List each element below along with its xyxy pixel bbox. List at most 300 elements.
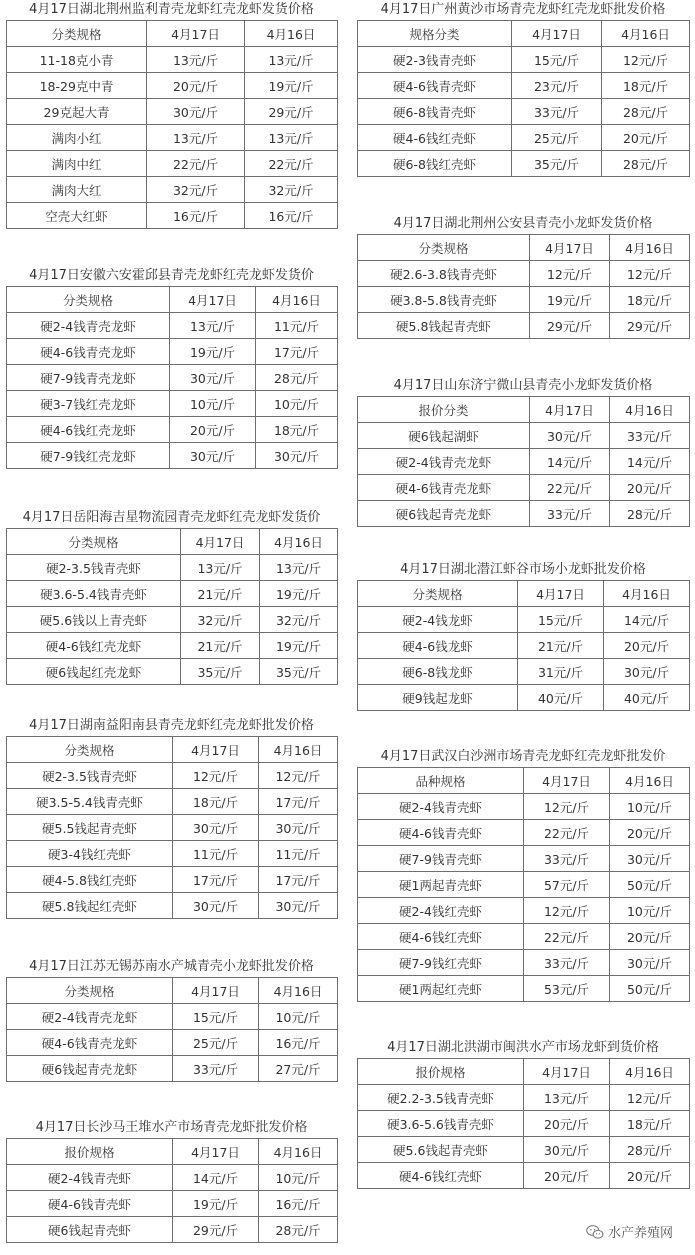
- price-cell: 11元/斤: [256, 313, 338, 339]
- spec-cell: 满肉大红: [7, 177, 147, 203]
- price-cell: 50元/斤: [610, 976, 690, 1002]
- table-row: [7, 555, 338, 581]
- spec-cell: 硬2-3钱青壳虾: [358, 47, 512, 73]
- price-cell: 20元/斤: [610, 1163, 690, 1189]
- table-header-row: [7, 287, 338, 313]
- table-row: [7, 1191, 338, 1217]
- price-cell: 30元/斤: [256, 443, 338, 469]
- header-cell: 4月17日: [530, 235, 610, 261]
- header-cell: 4月16日: [259, 1139, 338, 1165]
- table-row: [358, 287, 690, 313]
- table-row: [358, 633, 690, 659]
- price-cell: 19元/斤: [170, 339, 256, 365]
- spec-cell: 硬2.2-3.5钱青壳虾: [358, 1085, 524, 1111]
- spec-cell: 硬2-3.5钱青壳虾: [7, 555, 181, 581]
- table-row: [358, 73, 690, 99]
- table-title: 4月17日山东济宁微山县青壳小龙虾发货价格: [393, 378, 653, 393]
- spec-cell: 满肉小红: [7, 125, 147, 151]
- table-header-row: [358, 768, 690, 794]
- spec-cell: 硬4-6钱青壳虾: [7, 1191, 173, 1217]
- table-row: [7, 633, 338, 659]
- spec-cell: 硬2-4钱青壳虾: [7, 1165, 173, 1191]
- table-row: [7, 125, 338, 151]
- spec-cell: 硬5.5钱起青壳虾: [7, 815, 173, 841]
- price-table-block: [357, 0, 689, 177]
- table-row: [7, 1004, 338, 1030]
- price-cell: 12元/斤: [530, 261, 610, 287]
- table-title: 4月17日岳阳海吉星物流园青壳龙虾红壳龙虾发货价: [22, 510, 321, 525]
- spec-cell: 18-29克中青: [7, 73, 147, 99]
- spec-cell: 硬7-9钱青壳虾: [358, 846, 524, 872]
- table-row: [7, 99, 338, 125]
- price-cell: 14元/斤: [530, 449, 610, 475]
- table-row: [7, 607, 338, 633]
- header-cell: 分类规格: [7, 737, 173, 763]
- table-row: [7, 73, 338, 99]
- header-cell: 4月17日: [512, 21, 602, 47]
- spec-cell: 硬4-6钱红壳虾: [358, 1163, 524, 1189]
- price-cell: 35元/斤: [260, 659, 338, 685]
- price-cell: 53元/斤: [524, 976, 610, 1002]
- price-cell: 28元/斤: [259, 1217, 338, 1243]
- header-cell: 4月16日: [260, 529, 338, 555]
- spec-cell: 硬6-8钱青壳虾: [358, 99, 512, 125]
- table-header-row: [7, 737, 338, 763]
- price-cell: 28元/斤: [610, 1137, 690, 1163]
- price-table-block: [6, 957, 337, 1082]
- price-table: [357, 396, 690, 527]
- price-cell: 33元/斤: [530, 501, 610, 527]
- spec-cell: 硬4-6钱青壳龙虾: [358, 475, 530, 501]
- table-row: [358, 423, 690, 449]
- price-table: [6, 528, 338, 685]
- price-cell: 13元/斤: [181, 555, 260, 581]
- price-cell: 28元/斤: [256, 365, 338, 391]
- price-cell: 20元/斤: [524, 1111, 610, 1137]
- header-cell: 分类规格: [7, 978, 173, 1004]
- price-cell: 30元/斤: [170, 365, 256, 391]
- price-cell: 20元/斤: [524, 1163, 610, 1189]
- watermark: [586, 1222, 673, 1241]
- price-cell: 29元/斤: [173, 1217, 259, 1243]
- header-cell: 4月17日: [173, 1139, 259, 1165]
- price-table-block: [357, 376, 689, 527]
- table-row: [7, 47, 338, 73]
- price-table-block: [6, 0, 337, 229]
- spec-cell: 硬3-7钱红壳龙虾: [7, 391, 170, 417]
- price-cell: 21元/斤: [181, 581, 260, 607]
- spec-cell: 硬3.5-5.4钱青壳虾: [7, 789, 173, 815]
- spec-cell: 硬4-6钱青壳龙虾: [7, 1030, 173, 1056]
- price-cell: 22元/斤: [524, 820, 610, 846]
- header-cell: 4月16日: [610, 1059, 690, 1085]
- header-cell: 4月17日: [181, 529, 260, 555]
- table-row: [358, 501, 690, 527]
- price-table: [357, 234, 690, 339]
- table-row: [7, 1217, 338, 1243]
- header-cell: 4月16日: [610, 235, 690, 261]
- price-cell: 19元/斤: [260, 633, 338, 659]
- table-header-row: [7, 21, 338, 47]
- price-table: [6, 20, 338, 229]
- price-cell: 30元/斤: [173, 815, 259, 841]
- price-cell: 12元/斤: [610, 1085, 690, 1111]
- price-table-block: [357, 560, 689, 711]
- price-cell: 21元/斤: [181, 633, 260, 659]
- spec-cell: 硬3.6-5.4钱青壳虾: [7, 581, 181, 607]
- header-cell: 规格分类: [358, 21, 512, 47]
- price-cell: 13元/斤: [147, 125, 245, 151]
- price-cell: 27元/斤: [259, 1056, 338, 1082]
- price-table-block: [357, 1038, 689, 1189]
- spec-cell: 硬2-3.5钱青壳虾: [7, 763, 173, 789]
- header-cell: 分类规格: [7, 287, 170, 313]
- price-cell: 15元/斤: [173, 1004, 259, 1030]
- price-cell: 12元/斤: [173, 763, 259, 789]
- price-cell: 11元/斤: [173, 841, 259, 867]
- price-cell: 15元/斤: [512, 47, 602, 73]
- price-cell: 20元/斤: [170, 417, 256, 443]
- table-row: [7, 339, 338, 365]
- table-row: [358, 1085, 690, 1111]
- price-cell: 20元/斤: [147, 73, 245, 99]
- price-table: [357, 767, 690, 1002]
- price-cell: 50元/斤: [610, 872, 690, 898]
- spec-cell: 硬4-6钱红壳龙虾: [7, 417, 170, 443]
- price-cell: 35元/斤: [512, 151, 602, 177]
- price-cell: 28元/斤: [610, 501, 690, 527]
- price-table-block: [6, 1118, 337, 1243]
- table-row: [7, 365, 338, 391]
- price-cell: 33元/斤: [512, 99, 602, 125]
- spec-cell: 硬2-4钱青壳龙虾: [358, 449, 530, 475]
- price-cell: 13元/斤: [245, 47, 338, 73]
- price-cell: 30元/斤: [173, 893, 259, 919]
- header-cell: 4月17日: [147, 21, 245, 47]
- price-cell: 14元/斤: [610, 449, 690, 475]
- table-row: [7, 203, 338, 229]
- table-title: 4月17日湖北洪湖市闽洪水产市场龙虾到货价格: [387, 1040, 659, 1055]
- header-cell: 4月16日: [245, 21, 338, 47]
- price-cell: 19元/斤: [245, 73, 338, 99]
- wechat-icon: [586, 1224, 604, 1240]
- price-cell: 19元/斤: [530, 287, 610, 313]
- table-header-row: [358, 235, 690, 261]
- price-cell: 33元/斤: [524, 950, 610, 976]
- price-cell: 18元/斤: [610, 1111, 690, 1137]
- spec-cell: 硬4-6钱青壳虾: [358, 820, 524, 846]
- table-header-row: [358, 21, 690, 47]
- price-table: [6, 977, 338, 1082]
- spec-cell: 空壳大红虾: [7, 203, 147, 229]
- table-title: 4月17日江苏无锡苏南水产城青壳小龙虾批发价格: [29, 959, 314, 974]
- table-row: [358, 976, 690, 1002]
- watermark-text: 水产养殖网: [607, 1226, 673, 1241]
- table-title: 4月17日武汉白沙洲市场青壳龙虾红壳龙虾批发价: [380, 749, 666, 764]
- price-cell: 10元/斤: [610, 794, 690, 820]
- header-cell: 4月16日: [610, 768, 690, 794]
- table-row: [7, 1056, 338, 1082]
- price-cell: 10元/斤: [170, 391, 256, 417]
- spec-cell: 硬4-6钱青壳虾: [358, 73, 512, 99]
- table-row: [358, 475, 690, 501]
- table-row: [358, 685, 690, 711]
- spec-cell: 硬6钱起红壳龙虾: [7, 659, 181, 685]
- price-cell: 40元/斤: [604, 685, 690, 711]
- price-cell: 35元/斤: [181, 659, 260, 685]
- price-cell: 12元/斤: [524, 898, 610, 924]
- price-cell: 30元/斤: [610, 846, 690, 872]
- price-cell: 16元/斤: [147, 203, 245, 229]
- header-cell: 4月17日: [173, 737, 259, 763]
- spec-cell: 硬7-9钱红壳虾: [358, 950, 524, 976]
- spec-cell: 硬2-4钱青壳虾: [358, 794, 524, 820]
- table-title: 4月17日广州黄沙市场青壳龙虾红壳龙虾批发价格: [380, 2, 666, 17]
- table-row: [358, 1137, 690, 1163]
- header-cell: 分类规格: [358, 235, 530, 261]
- table-row: [358, 1111, 690, 1137]
- table-title: 4月17日湖北潜江虾谷市场小龙虾批发价格: [400, 562, 646, 577]
- header-cell: 报价分类: [358, 397, 530, 423]
- spec-cell: 硬7-9钱红壳龙虾: [7, 443, 170, 469]
- price-cell: 32元/斤: [181, 607, 260, 633]
- price-cell: 18元/斤: [602, 73, 690, 99]
- price-cell: 29元/斤: [610, 313, 690, 339]
- price-cell: 10元/斤: [259, 1165, 338, 1191]
- header-cell: 报价规格: [7, 1139, 173, 1165]
- table-header-row: [7, 1139, 338, 1165]
- price-cell: 23元/斤: [512, 73, 602, 99]
- price-table-block: [357, 214, 689, 339]
- spec-cell: 硬2-4钱红壳虾: [358, 898, 524, 924]
- table-row: [358, 313, 690, 339]
- price-cell: 13元/斤: [170, 313, 256, 339]
- price-table: [6, 1138, 338, 1243]
- price-cell: 57元/斤: [524, 872, 610, 898]
- spec-cell: 硬2-4钱龙虾: [358, 607, 518, 633]
- table-title: 4月17日湖北荆州监利青壳龙虾红壳龙虾发货价格: [29, 2, 314, 17]
- price-table-block: [6, 508, 337, 685]
- header-cell: 品种规格: [358, 768, 524, 794]
- spec-cell: 硬5.6钱起青壳虾: [358, 1137, 524, 1163]
- price-cell: 33元/斤: [610, 423, 690, 449]
- header-cell: 4月16日: [604, 581, 690, 607]
- price-cell: 20元/斤: [610, 475, 690, 501]
- price-cell: 30元/斤: [524, 1137, 610, 1163]
- price-cell: 25元/斤: [512, 125, 602, 151]
- table-title: 4月17日安徽六安霍邱县青壳龙虾红壳龙虾发货价: [29, 268, 314, 283]
- price-cell: 10元/斤: [259, 1004, 338, 1030]
- price-cell: 13元/斤: [245, 125, 338, 151]
- header-cell: 4月16日: [259, 978, 338, 1004]
- price-cell: 28元/斤: [602, 99, 690, 125]
- spec-cell: 硬3.6-5.6钱青壳虾: [358, 1111, 524, 1137]
- price-cell: 18元/斤: [256, 417, 338, 443]
- price-cell: 31元/斤: [518, 659, 604, 685]
- spec-cell: 硬5.6钱以上青壳虾: [7, 607, 181, 633]
- price-cell: 22元/斤: [245, 151, 338, 177]
- price-cell: 17元/斤: [173, 867, 259, 893]
- price-cell: 16元/斤: [245, 203, 338, 229]
- table-row: [7, 417, 338, 443]
- table-row: [7, 313, 338, 339]
- spec-cell: 满肉中红: [7, 151, 147, 177]
- price-cell: 10元/斤: [256, 391, 338, 417]
- price-table: [357, 580, 690, 711]
- header-cell: 4月16日: [256, 287, 338, 313]
- price-cell: 29元/斤: [245, 99, 338, 125]
- table-row: [7, 177, 338, 203]
- price-cell: 25元/斤: [173, 1030, 259, 1056]
- header-cell: 4月17日: [518, 581, 604, 607]
- table-row: [7, 151, 338, 177]
- table-header-row: [358, 397, 690, 423]
- price-cell: 18元/斤: [610, 287, 690, 313]
- price-cell: 12元/斤: [524, 794, 610, 820]
- price-cell: 33元/斤: [173, 1056, 259, 1082]
- header-cell: 分类规格: [7, 21, 147, 47]
- spec-cell: 硬3.8-5.8钱青壳虾: [358, 287, 530, 313]
- spec-cell: 硬9钱起龙虾: [358, 685, 518, 711]
- spec-cell: 硬2.6-3.8钱青壳虾: [358, 261, 530, 287]
- table-row: [7, 815, 338, 841]
- header-cell: 4月16日: [259, 737, 338, 763]
- price-cell: 14元/斤: [604, 607, 690, 633]
- spec-cell: 硬1两起青壳虾: [358, 872, 524, 898]
- price-cell: 30元/斤: [259, 815, 338, 841]
- price-cell: 22元/斤: [524, 924, 610, 950]
- table-row: [358, 449, 690, 475]
- spec-cell: 硬6钱起青壳龙虾: [7, 1056, 173, 1082]
- table-row: [358, 151, 690, 177]
- price-cell: 33元/斤: [524, 846, 610, 872]
- price-cell: 20元/斤: [602, 125, 690, 151]
- table-row: [358, 898, 690, 924]
- price-cell: 22元/斤: [530, 475, 610, 501]
- price-table-block: [6, 266, 337, 469]
- price-cell: 30元/斤: [610, 950, 690, 976]
- header-cell: 4月16日: [602, 21, 690, 47]
- table-row: [358, 47, 690, 73]
- price-cell: 12元/斤: [602, 47, 690, 73]
- spec-cell: 29克起大青: [7, 99, 147, 125]
- table-row: [7, 1030, 338, 1056]
- price-cell: 40元/斤: [518, 685, 604, 711]
- spec-cell: 硬4-6钱红壳虾: [358, 125, 512, 151]
- price-cell: 16元/斤: [259, 1030, 338, 1056]
- table-header-row: [7, 529, 338, 555]
- spec-cell: 硬6钱起青壳虾: [7, 1217, 173, 1243]
- header-cell: 4月17日: [524, 768, 610, 794]
- spec-cell: 硬4-6钱红壳虾: [358, 924, 524, 950]
- table-row: [7, 1165, 338, 1191]
- price-cell: 20元/斤: [610, 820, 690, 846]
- price-cell: 20元/斤: [610, 924, 690, 950]
- table-row: [7, 659, 338, 685]
- price-cell: 10元/斤: [610, 898, 690, 924]
- price-cell: 17元/斤: [256, 339, 338, 365]
- table-row: [358, 924, 690, 950]
- spec-cell: 硬5.8钱起青壳虾: [358, 313, 530, 339]
- header-cell: 分类规格: [358, 581, 518, 607]
- price-cell: 30元/斤: [170, 443, 256, 469]
- spec-cell: 硬5.8钱起红壳虾: [7, 893, 173, 919]
- header-cell: 4月17日: [173, 978, 259, 1004]
- price-cell: 30元/斤: [604, 659, 690, 685]
- price-cell: 14元/斤: [173, 1165, 259, 1191]
- table-row: [7, 893, 338, 919]
- table-title: 4月17日湖北荆州公安县青壳小龙虾发货价格: [393, 216, 653, 231]
- price-cell: 32元/斤: [147, 177, 245, 203]
- price-cell: 30元/斤: [259, 893, 338, 919]
- price-cell: 12元/斤: [259, 763, 338, 789]
- price-cell: 20元/斤: [604, 633, 690, 659]
- price-table-block: [6, 716, 337, 919]
- table-row: [358, 125, 690, 151]
- spec-cell: 硬6-8钱龙虾: [358, 659, 518, 685]
- price-cell: 17元/斤: [259, 867, 338, 893]
- table-row: [358, 872, 690, 898]
- table-header-row: [358, 1059, 690, 1085]
- price-cell: 18元/斤: [173, 789, 259, 815]
- price-table: [6, 286, 338, 469]
- spec-cell: 硬4-5.8钱红壳虾: [7, 867, 173, 893]
- price-cell: 32元/斤: [260, 607, 338, 633]
- spec-cell: 硬6钱起青壳龙虾: [358, 501, 530, 527]
- table-row: [7, 391, 338, 417]
- price-cell: 15元/斤: [518, 607, 604, 633]
- table-row: [358, 261, 690, 287]
- table-row: [358, 794, 690, 820]
- price-cell: 13元/斤: [147, 47, 245, 73]
- table-header-row: [358, 581, 690, 607]
- table-row: [7, 581, 338, 607]
- table-title: 4月17日湖南益阳南县青壳龙虾红壳龙虾批发价格: [29, 718, 314, 733]
- price-cell: 19元/斤: [260, 581, 338, 607]
- header-cell: 4月17日: [524, 1059, 610, 1085]
- table-row: [358, 607, 690, 633]
- table-row: [358, 846, 690, 872]
- price-cell: 30元/斤: [530, 423, 610, 449]
- price-cell: 28元/斤: [602, 151, 690, 177]
- header-cell: 4月16日: [610, 397, 690, 423]
- table-row: [7, 867, 338, 893]
- price-cell: 19元/斤: [173, 1191, 259, 1217]
- price-table: [6, 736, 338, 919]
- price-table: [357, 20, 690, 177]
- price-cell: 17元/斤: [259, 789, 338, 815]
- price-table-block: [357, 747, 689, 1002]
- price-cell: 32元/斤: [245, 177, 338, 203]
- table-row: [7, 763, 338, 789]
- table-row: [7, 841, 338, 867]
- header-cell: 分类规格: [7, 529, 181, 555]
- price-cell: 30元/斤: [147, 99, 245, 125]
- table-row: [358, 659, 690, 685]
- table-header-row: [7, 978, 338, 1004]
- table-row: [358, 820, 690, 846]
- price-cell: 11元/斤: [259, 841, 338, 867]
- spec-cell: 硬2-4钱青壳龙虾: [7, 313, 170, 339]
- table-row: [7, 443, 338, 469]
- price-cell: 16元/斤: [259, 1191, 338, 1217]
- spec-cell: 硬2-4钱青壳龙虾: [7, 1004, 173, 1030]
- table-row: [7, 789, 338, 815]
- header-cell: 4月17日: [170, 287, 256, 313]
- spec-cell: 硬1两起红壳虾: [358, 976, 524, 1002]
- price-cell: 13元/斤: [524, 1085, 610, 1111]
- price-cell: 22元/斤: [147, 151, 245, 177]
